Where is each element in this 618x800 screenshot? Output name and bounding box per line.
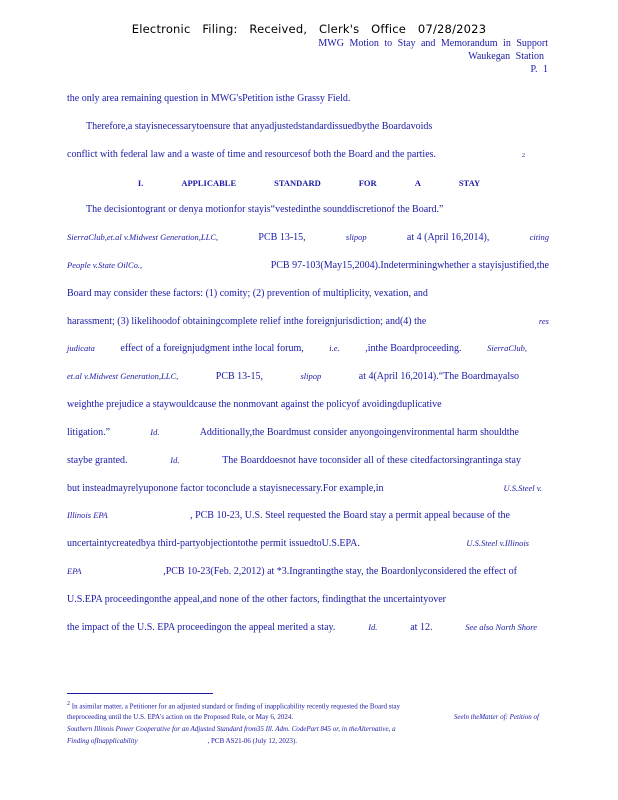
body-line: harassment; (3) likelihoodof obtainingcomplete relief inthe foreignjurisdiction; and(4) the res (67, 316, 549, 327)
case-citation: et.al v.Midwest Generation,LLC, (67, 371, 179, 381)
body-line: the impact of the U.S. EPA proceedingon the appeal merited a stay. Id. at 12. See also North Shore (67, 622, 537, 633)
section-heading: I. APPLICABLE STANDARD FOR A STAY (137, 178, 481, 188)
body-line: conflict with federal law and a waste of time and resourcesof both the Board and the parties. 2 (67, 149, 525, 160)
case-citation: SierraClub,et.al v.Midwest Generation,LLC, (67, 232, 219, 242)
footnote-line: theproceeding until the U.S. EPA's action on the Proposed Rule, or May 6, 2024. Seeln theMatter of: Petition of (67, 713, 539, 721)
footnote-divider (67, 693, 213, 694)
case-citation: U.S.Steel v. (503, 483, 542, 493)
body-line: weighthe prejudice a staywouldcause the nonmovant against the policyof avoidingduplicative (67, 399, 442, 410)
case-citation: U.S.Steel v.Illinois (466, 538, 529, 548)
body-line: but insteadmayrelyuponone factor toconclude a stayisnecessary.For example,in U.S.Steel v. (67, 483, 542, 494)
running-header-station: Waukegan Station (468, 51, 544, 62)
case-citation: SierraClub, (487, 343, 527, 353)
body-line: et.al v.Midwest Generation,LLC, PCB 13-15, slipop at 4(April 16,2014).“The Boardmayalso (67, 371, 519, 382)
footnote-line: Finding ofInapplicability , PCB AS21-06 (July 12, 2023). (67, 737, 297, 745)
filing-stamp: Electronic Filing: Received, Clerk's Office 07/28/2023 (131, 22, 487, 36)
body-line: litigation.” Id. Additionally,the Boardmust consider anyongoingenvironmental harm shouldthe (67, 427, 519, 438)
body-line: the only area remaining question in MWG'sPetition isthe Grassy Field. (67, 93, 351, 104)
body-line: The decisiontogrant or denya motionfor stayis“vestedinthe sounddiscretionof the Board.” (86, 204, 444, 215)
body-line: Therefore,a stayisnecessarytoensure that anyadjustedstandardissuedbythe Boardavoids (86, 121, 433, 132)
footnote-mark: 2 (67, 701, 70, 707)
page-number: P. 1 (530, 64, 548, 75)
body-line: SierraClub,et.al v.Midwest Generation,LLC, PCB 13-15, slipop at 4 (April 16,2014), citing (67, 232, 549, 243)
body-line: U.S.EPA proceedingonthe appeal,and none of the other factors, findingthat the uncertaintyover (67, 594, 446, 605)
body-line: staybe granted. Id. The Boarddoesnot have toconsider all of these citedfactorsingrantinga stay (67, 455, 521, 466)
body-line: EPA ,PCB 10-23(Feb. 2,2012) at *3.Ingrantingthe stay, the Boardonlyconsidered the effect of (67, 566, 517, 577)
body-line: uncertaintycreatedbya third-partyobjectiontothe permit issuedtoU.S.EPA. U.S.Steel v.Illinois (67, 538, 529, 549)
footnote-line: Southern Illinois Power Cooperative for an Adjusted Standard from35 Ill. Adm. CodePart 845 or, in theAlternative, a (67, 725, 396, 733)
case-citation: People v.State OilCo., (67, 260, 143, 270)
body-line: judicata effect of a foreignjudgment inthe local forum, i.e. ,inthe Boardproceeding. SierraClub, (67, 343, 527, 354)
running-header-title: MWG Motion to Stay and Memorandum in Support (318, 38, 548, 49)
footnote-reference: 2 (522, 153, 525, 159)
body-line: People v.State OilCo., PCB 97-103(May15,2004).Indeterminingwhether a stayisjustified,the (67, 260, 549, 271)
body-line: Illinois EPA , PCB 10-23, U.S. Steel requested the Board stay a permit appeal because of the (67, 510, 510, 521)
footnote-line: 2 In asimilar matter, a Petitioner for an adjusted standard or finding of inapplicability recently requested the Board stay (67, 701, 400, 711)
body-line: Board may consider these factors: (1) comity; (2) prevention of multiplicity, vexation, and (67, 288, 428, 299)
